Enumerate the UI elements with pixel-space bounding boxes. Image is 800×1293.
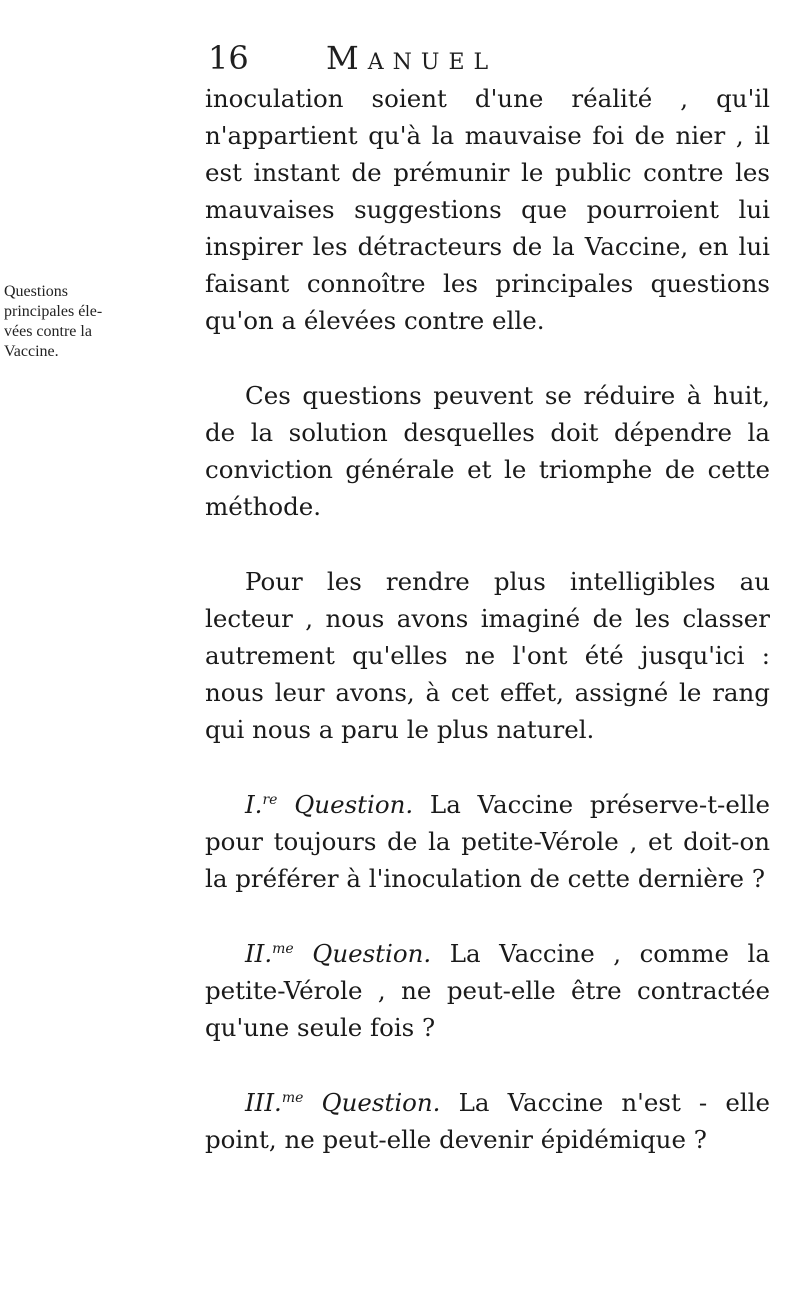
question-2 xyxy=(205,935,770,1046)
page-number: 16 xyxy=(208,39,249,77)
margin-note-line: principales éle- xyxy=(4,303,103,320)
margin-note xyxy=(4,282,204,362)
margin-note-line: Questions xyxy=(4,283,68,300)
running-title: Manuel xyxy=(326,39,498,77)
question-1-numeral: I.$^{re}$ xyxy=(245,790,278,819)
question-3-text: La Vaccine n'est - elle point, ne peut-elle devenir épidémique ? xyxy=(205,1088,770,1154)
question-3 xyxy=(205,1084,770,1158)
question-3-numeral: III.$^{me}$ xyxy=(245,1088,304,1117)
question-2-label: Question. xyxy=(312,939,432,968)
question-2-text: La Vaccine , comme la petite-Vérole , ne peut-elle être contractée qu'une seule fois ? xyxy=(205,939,770,1042)
question-2-numeral: II.$^{me}$ xyxy=(245,939,294,968)
question-1-text: La Vaccine préserve-t-elle pour toujours de la petite-Vérole , et doit-on la préférer à l'inoculation de cette dernière ? xyxy=(205,790,771,893)
question-3-label: Question. xyxy=(321,1088,441,1117)
paragraph-classification: Pour les rendre plus intelligibles au lecteur , nous avons imaginé de les classer autrement qu'elles ne l'ont été jusqu'ici : nous leur avons, à cet effet, assigné le rang qui nous a paru le plus naturel. xyxy=(205,567,770,744)
paragraph-questions-intro: Ces questions peuvent se réduire à huit, de la solution desquelles doit dépendre la conviction générale et le triomphe de cette méthode. xyxy=(205,381,770,521)
paragraph-continuation: inoculation soient d'une réalité , qu'il n'appartient qu'à la mauvaise foi de nier , il est instant de prémunir le public contre les mauvaises suggestions que pourroient lui inspirer les détracteurs de la Vaccine, en lui faisant connoître les principales questions qu'on a élevées contre elle. xyxy=(205,84,770,335)
body-text xyxy=(205,80,770,1158)
question-1-label: Question. xyxy=(294,790,414,819)
margin-note-line: Vaccine. xyxy=(4,343,59,360)
page-header xyxy=(208,38,768,86)
margin-note-line: vées contre la xyxy=(4,323,92,340)
question-1 xyxy=(205,786,770,897)
